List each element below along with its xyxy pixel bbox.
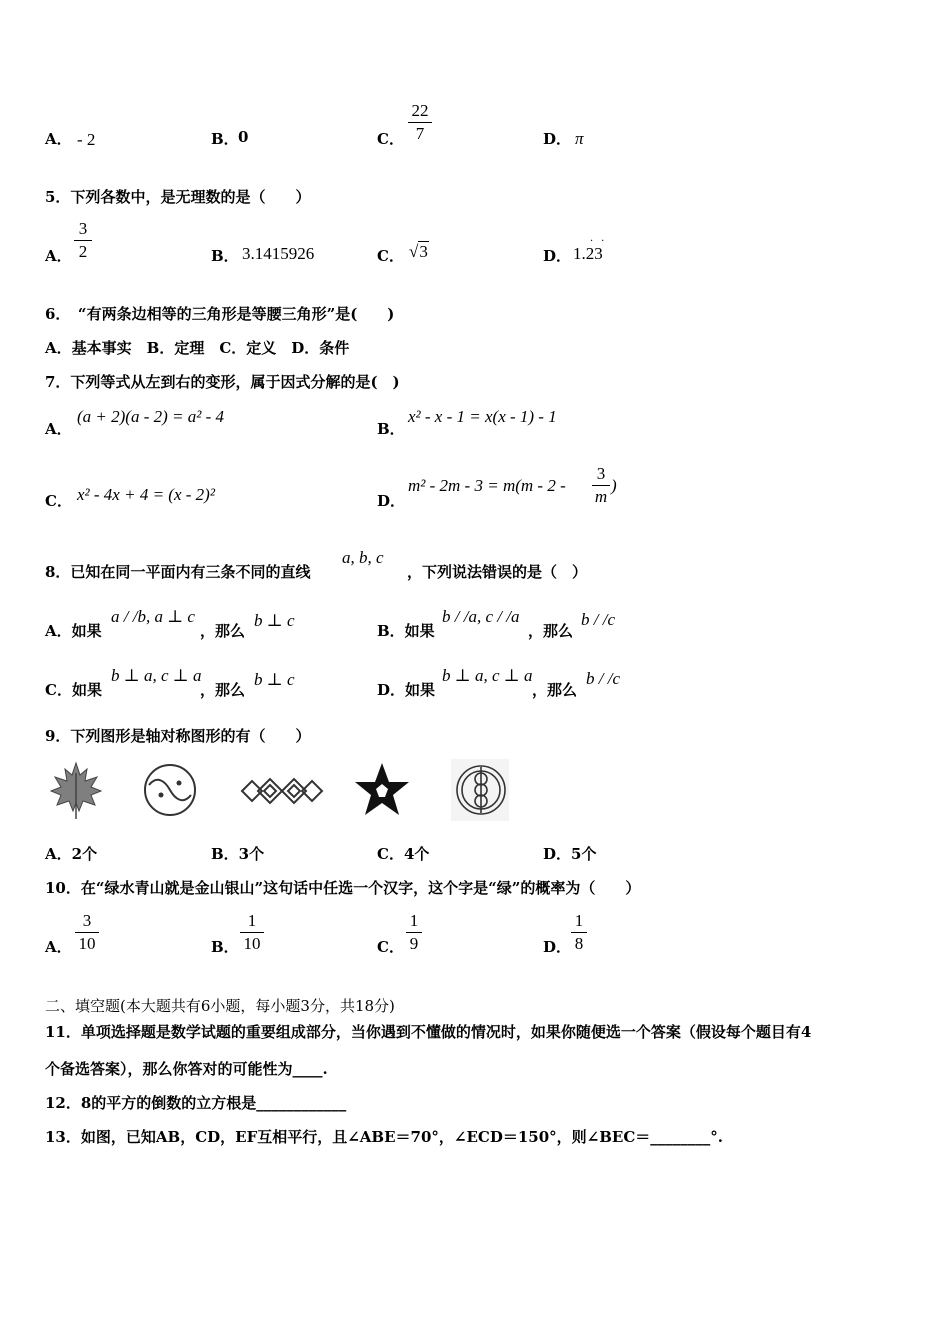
q5-option-d-value: 1.23 (573, 244, 603, 263)
q5-option-c-sqrt (409, 242, 429, 262)
q7-option-a-label: A． (45, 420, 72, 438)
q7-option-d-fraction (592, 464, 610, 507)
fraction-numerator: 1 (409, 911, 419, 930)
q4-option-a-value: - 2 (77, 130, 96, 149)
sqrt-radicand: 3 (419, 242, 428, 261)
q8-stem-right: ，下列说法错误的是（ ） (407, 563, 588, 581)
q8-option-b-label: B．如果 (377, 622, 435, 640)
q8-option-d-then: ，那么 (532, 681, 578, 699)
q4-option-c-fraction (408, 101, 432, 144)
q8-stem-left: 8．已知在同一平面内有三条不同的直线 (45, 563, 311, 581)
fraction-denominator: 7 (415, 124, 425, 143)
nested-circles-icon (451, 759, 511, 821)
fraction-denominator: 10 (78, 934, 96, 953)
q8-option-a-result: b ⊥ c (254, 611, 295, 630)
fraction-denominator: m (594, 487, 608, 506)
q8-option-c-cond: b ⊥ a, c ⊥ a (111, 666, 202, 685)
q10-stem: 10．在“绿水青山就是金山银山”这句话中任选一个汉字，这个字是“绿”的概率为（ ） (45, 879, 641, 897)
q8-option-d-cond: b ⊥ a, c ⊥ a (442, 666, 533, 685)
fraction-numerator: 3 (82, 911, 92, 930)
q7-option-c-expr: x² - 4x + 4 = (x - 2)² (77, 485, 215, 504)
q7-option-d-expr: m² - 2m - 3 = m(m - 2 - (408, 476, 566, 495)
q8-option-a-then: ，那么 (200, 622, 246, 640)
fraction-denominator: 9 (409, 934, 419, 953)
fraction-numerator: 3 (78, 219, 88, 238)
sqrt-icon: √ (409, 242, 419, 261)
q9-option-c: C．4个 (377, 845, 430, 863)
q8-option-c-then: ，那么 (200, 681, 246, 699)
fraction-numerator: 1 (247, 911, 257, 930)
q4-option-d-label: D． (543, 130, 572, 148)
q9-option-b: B．3个 (211, 845, 265, 863)
q6-stem: 6． “有两条边相等的三角形是等腰三角形”是( ) (45, 305, 395, 323)
q9-option-a: A．2个 (45, 845, 98, 863)
q6-options: A．基本事实 B．定理 C．定义 D．条件 (45, 339, 350, 357)
star-icon (352, 760, 412, 820)
fraction-denominator: 2 (78, 242, 88, 261)
q8-option-c-result: b ⊥ c (254, 670, 295, 689)
q5-option-b-label: B． (211, 247, 239, 265)
q12-text: 12．8的平方的倒数的立方根是____________ (45, 1094, 347, 1112)
q4-option-a-label: A． (45, 130, 72, 148)
q4-option-d-value: π (575, 129, 584, 148)
maple-leaf-icon (45, 759, 107, 821)
q5-option-a-label: A． (45, 247, 72, 265)
section-title: 二、填空题(本大题共有6小题，每小题3分，共18分) (45, 997, 395, 1015)
q9-option-d: D．5个 (543, 845, 597, 863)
q8-option-a-cond: a / /b, a ⊥ c (111, 607, 195, 626)
q7-option-b-expr: x² - x - 1 = x(x - 1) - 1 (408, 407, 557, 426)
q7-stem: 7．下列等式从左到右的变形，属于因式分解的是( ) (45, 373, 400, 391)
q8-option-d-result: b / /c (586, 669, 620, 688)
q10-option-b-fraction (240, 911, 264, 954)
q7-option-a-expr: (a + 2)(a - 2) = a² - 4 (77, 407, 225, 426)
q8-option-b-then: ，那么 (528, 622, 574, 640)
q4-option-b-value: 0 (238, 128, 249, 146)
q10-option-c-label: C． (377, 938, 404, 956)
q9-stem: 9．下列图形是轴对称图形的有（ ） (45, 727, 311, 745)
q5-option-a-fraction (74, 219, 92, 262)
q10-option-d-label: D． (543, 938, 572, 956)
q7-option-c-label: C． (45, 492, 72, 510)
knot-pattern-icon (240, 771, 324, 811)
q4-option-c-label: C． (377, 130, 404, 148)
q10-option-c-fraction (406, 911, 422, 954)
q7-option-d-label: D． (377, 492, 406, 510)
q9-figures-strip (45, 757, 509, 823)
q7-option-d-close: ) (611, 476, 617, 495)
q8-option-d-label: D．如果 (377, 681, 436, 699)
q4-option-b-label: B． (211, 130, 239, 148)
q13-text: 13．如图，已知AB，CD，EF互相平行，且∠ABE＝70°，∠ECD＝150°，则∠BEC＝________°. (45, 1128, 724, 1146)
q5-option-d-label: D． (543, 247, 572, 265)
fraction-numerator: 1 (574, 911, 584, 930)
q8-option-b-result: b / /c (581, 610, 615, 629)
q11-line2: 个备选答案），那么你答对的可能性为____. (45, 1060, 328, 1078)
q8-option-c-label: C．如果 (45, 681, 102, 699)
q5-option-c-label: C． (377, 247, 404, 265)
q8-option-b-cond: b / /a, c / /a (442, 607, 520, 626)
q10-option-a-label: A． (45, 938, 72, 956)
repeating-dots: ·· (590, 236, 613, 247)
q10-option-b-label: B． (211, 938, 239, 956)
q11-line1: 11．单项选择题是数学试题的重要组成部分，当你遇到不懂做的情况时，如果你随便选一个答案（假设每个题目有4 (45, 1023, 812, 1041)
q10-option-a-fraction (75, 911, 99, 954)
q8-stem-vars: a, b, c (342, 548, 384, 567)
fraction-numerator: 3 (596, 464, 606, 483)
q5-stem: 5．下列各数中，是无理数的是（ ） (45, 188, 311, 206)
yin-yang-icon (141, 761, 199, 819)
q5-option-b-value: 3.1415926 (242, 244, 315, 263)
fraction-denominator: 8 (574, 934, 584, 953)
q7-option-b-label: B． (377, 420, 405, 438)
fraction-numerator: 22 (411, 101, 429, 120)
fraction-denominator: 10 (243, 934, 261, 953)
q10-option-d-fraction (571, 911, 587, 954)
q8-option-a-label: A．如果 (45, 622, 102, 640)
